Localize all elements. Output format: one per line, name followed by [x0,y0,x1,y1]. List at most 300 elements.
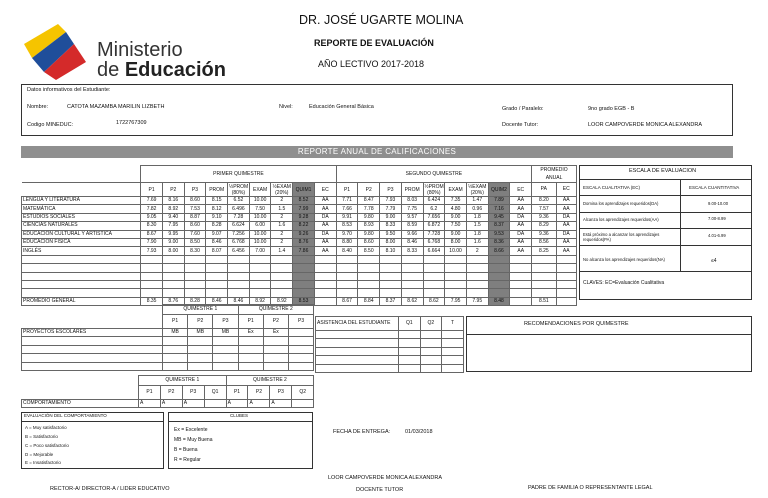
grade-cell: 8.10 [380,247,402,255]
empty-cell [423,280,445,288]
empty-cell [293,272,315,280]
average-cell: 8.62 [423,297,445,305]
grade-cell: 8.46 [206,238,228,246]
scale-col1: ESCALA CUALITATIVA (EC) [583,185,641,190]
empty-cell [206,264,228,272]
grade-cell: 9.50 [380,230,402,238]
signature-tutor-role: DOCENTE TUTOR [356,487,404,493]
grade-cell: 8.33 [380,222,402,230]
scale-row-aa: Alcanza los aprendizajes requeridos(AA) [583,217,659,222]
scale-row-aa-range: 7.00-8.99 [708,216,726,221]
average-cell: 8.92 [271,297,293,305]
behavior-eval-item: C = Poco satisfactorio [25,443,69,448]
subject-name: MATEMÁTICA [22,205,141,213]
behavior-value [292,400,314,408]
grade-cell: 7.256 [228,230,250,238]
average-label: PROMEDIO GENERAL [22,297,141,305]
empty-cell [532,264,556,272]
empty-cell [184,255,206,263]
grade-cell: 7.86 [293,247,315,255]
empty-cell [336,280,358,288]
grade-cell: 9.80 [358,230,380,238]
grade-cell: 8.66 [488,247,510,255]
average-cell: 7.95 [466,297,488,305]
student-name: CATOTA MAZAMBA MARILIN LIZBETH [67,104,165,110]
average-cell: 8.37 [380,297,402,305]
grade-cell: 8.00 [445,238,467,246]
empty-cell [532,280,556,288]
average-cell: 8.46 [206,297,228,305]
grade-cell: 9.53 [488,230,510,238]
report-title: REPORTE DE EVALUACIÓN [314,38,434,48]
behavior-col: Q2 [292,386,314,400]
projects-table [21,304,314,371]
behavior-col: Q1 [204,386,226,400]
empty-cell [228,272,250,280]
grade-cell: 8.29 [532,222,556,230]
empty-cell [184,289,206,297]
empty-cell [488,264,510,272]
grade-cell: AA [314,197,336,205]
grade-col-header: ½PROM (80%) [424,183,444,196]
grade-cell: 6.624 [228,222,250,230]
projects-label: PROYECTOS ESCOLARES [22,329,163,337]
grade-cell: 8.36 [488,238,510,246]
empty-cell [314,289,336,297]
grade-cell: 2 [271,213,293,221]
grade-cell: 8.15 [206,197,228,205]
grade-cell: 7.53 [184,205,206,213]
code-label: Codigo MINEDUC: [27,122,74,128]
grade-cell: 8.53 [336,222,358,230]
grade-cell: 7.728 [423,230,445,238]
grade-cell: AA [556,222,576,230]
projects-col: P3 [288,315,313,329]
grade-cell: 10.00 [249,197,271,205]
empty-cell [556,264,576,272]
empty-cell [141,280,163,288]
grade-cell: 7.93 [141,247,163,255]
grade-cell: 2 [271,230,293,238]
grade-cell: 7.89 [488,197,510,205]
grade-cell: 1.8 [466,230,488,238]
grade-cell: 9.28 [293,213,315,221]
empty-cell [22,272,141,280]
behavior-col: P1 [139,386,161,400]
empty-cell [206,280,228,288]
average-cell: 8.46 [228,297,250,305]
grade-cell: 8.37 [488,222,510,230]
empty-cell [336,272,358,280]
grade-col-header: P2 [358,183,380,197]
behavior-value: A [182,400,204,408]
attendance-col: Q1 [399,317,421,331]
empty-cell [488,272,510,280]
scale-row-na: No alcanza los aprendizajes requeridos(NA) [583,257,665,262]
empty-cell [510,255,532,263]
grade-cell: 2 [466,247,488,255]
empty-cell [162,255,184,263]
behavior-eval-item: B = Satisfactorio [25,434,58,439]
empty-cell [466,264,488,272]
grade-cell: 8.67 [141,230,163,238]
grade-cell: 6.496 [228,205,250,213]
empty-cell [380,272,402,280]
behavior-col: P2 [248,386,270,400]
grade-col-header: EXAM [445,183,467,197]
grade-cell: 2 [271,238,293,246]
empty-cell [380,255,402,263]
delivery-label: FECHA DE ENTREGA: [333,429,391,435]
grade-col-header: QUIM1 [293,183,315,197]
name-label: Nombre: [27,104,49,110]
empty-cell [358,289,380,297]
empty-cell [488,289,510,297]
projects-q2: QUIMESTRE 2 [238,305,314,315]
empty-cell [466,255,488,263]
grade-cell: 7.50 [445,222,467,230]
grade-cell: 7.90 [141,238,163,246]
grade-cell: 7.35 [445,197,467,205]
signature-parent: PADRE DE FAMILIA O REPRESENTANTE LEGAL [528,485,653,491]
grade-cell: 1.5 [271,205,293,213]
grade-cell: 8.33 [401,247,423,255]
grade-cell: 9.95 [162,230,184,238]
empty-cell [141,255,163,263]
subject-name: CIENCIAS NATURALES [22,222,141,230]
empty-cell [445,272,467,280]
grades-table [21,165,577,306]
subject-name: ESTUDIOS SOCIALES [22,213,141,221]
grade-cell: 1.8 [466,213,488,221]
grade-col-header: PA [532,183,556,197]
empty-cell [466,280,488,288]
student-code: 1722767309 [116,120,147,126]
behavior-value: A [160,400,182,408]
grade-cell: 7.57 [532,205,556,213]
behavior-col: P3 [270,386,292,400]
scale-row-da-range: 9.00-10.00 [708,201,729,206]
empty-cell [445,280,467,288]
behavior-eval-item: A = Muy satisfactorio [25,425,67,430]
grade-cell: 7.79 [380,205,402,213]
second-quimestre-header: SEGUNDO QUIMESTRE [336,166,531,183]
grade-cell: 9.05 [141,213,163,221]
empty-cell [228,280,250,288]
grade-cell: AA [556,247,576,255]
empty-cell [293,255,315,263]
logo-ministerio: Ministerio [97,39,183,61]
empty-cell [271,289,293,297]
grade-cell: 9.70 [336,230,358,238]
project-value: MB [213,329,238,337]
average-cell: 8.62 [401,297,423,305]
behavior-q2: QUIMESTRE 2 [226,376,314,386]
grade-cell: 8.60 [184,222,206,230]
grade-cell: 7.71 [336,197,358,205]
grade-col-header: PROM [206,183,228,197]
empty-cell [206,272,228,280]
empty-cell [401,255,423,263]
empty-cell [22,264,141,272]
empty-cell [556,289,576,297]
grade-col-header: PROM [401,183,423,197]
empty-cell [532,289,556,297]
behavior-eval-title: EVALUACIÓN DEL COMPORTAMIENTO [24,413,107,418]
empty-row [22,289,577,297]
grade-cell: 7.28 [228,213,250,221]
empty-cell [271,272,293,280]
empty-cell [228,255,250,263]
scale-row-da: Domina los aprendizajes requeridos(DA) [583,201,659,206]
grade-cell: 8.00 [162,247,184,255]
club-item: R = Regular [174,457,201,463]
scale-title: ESCALA DE EVALUACION [629,168,697,174]
empty-cell [271,264,293,272]
projects-col: P3 [213,315,238,329]
empty-cell [510,289,532,297]
empty-cell [293,280,315,288]
grade-col-header: EC [314,183,336,197]
grade-cell: 8.47 [358,197,380,205]
empty-cell [228,264,250,272]
grade-col-header: QUIM2 [488,183,510,197]
grade-cell: AA [314,247,336,255]
empty-row [22,272,577,280]
subject-row [22,205,577,213]
tutor-name: LOOR CAMPOVERDE MONICA ALEXANDRA [588,122,702,128]
empty-cell [401,272,423,280]
empty-cell [445,264,467,272]
average-cell: 8.67 [336,297,358,305]
grade-cell: 7.656 [423,213,445,221]
grade-cell: 8.80 [336,238,358,246]
grade-cell: 6.2 [423,205,445,213]
projects-col: P2 [263,315,288,329]
average-cell: 8.76 [162,297,184,305]
empty-cell [466,289,488,297]
empty-cell [423,272,445,280]
grade-cell: 10.00 [249,230,271,238]
behavior-eval-item: D = Mejorable [25,452,54,457]
empty-cell [22,289,141,297]
grade-cell: 7.50 [249,205,271,213]
behavior-col: P3 [182,386,204,400]
first-quimestre-header: PRIMER QUIMESTRE [141,166,336,183]
scale-note: CLAVES: EC=Evaluación Cualitativa [583,280,665,286]
behavior-label: COMPORTAMIENTO [22,400,139,408]
grade-cell: 8.12 [206,205,228,213]
grade-col-header: EXAM [249,183,271,197]
grade-cell: 7.82 [141,205,163,213]
grade-cell: 1.5 [466,222,488,230]
scale-row-pa: Está próximo a alcanzar los aprendizajes requeridos(PA) [583,232,660,242]
grade-cell: 9.36 [532,213,556,221]
attendance-table [315,316,464,373]
grade-cell: 9.80 [358,213,380,221]
empty-cell [510,280,532,288]
club-item: MB = Muy Buena [174,437,213,443]
empty-cell [401,264,423,272]
average-cell: 8.51 [532,297,556,305]
empty-row [22,255,577,263]
empty-cell [271,255,293,263]
subject-name: EDUCACIÓN CULTURAL Y ARTÍSTICA [22,230,141,238]
empty-cell [314,280,336,288]
grade-cell: 9.00 [445,230,467,238]
grade-label: Grado / Paralelo: [502,106,544,112]
average-cell [314,297,336,305]
grade-cell: 8.30 [141,222,163,230]
empty-cell [249,272,271,280]
grade-cell: 9.00 [445,213,467,221]
project-value [288,329,313,337]
signature-rector: RECTOR-A/ DIRECTOR-A / LIDER EDUCATIVO [50,486,170,492]
empty-cell [162,264,184,272]
grade-cell: AA [510,238,532,246]
grade-col-header: EC [556,183,576,197]
grade-cell: AA [510,205,532,213]
project-value: Ex [238,329,263,337]
grade-cell: 7.16 [488,205,510,213]
empty-cell [532,255,556,263]
empty-cell [314,272,336,280]
empty-cell [401,280,423,288]
grade-cell: 8.16 [162,197,184,205]
grade-cell: 6.424 [423,197,445,205]
grade-cell: 8.50 [184,238,206,246]
grade-cell: AA [510,222,532,230]
grade-cell: 7.00 [249,247,271,255]
empty-cell [380,264,402,272]
behavior-q1: QUIMESTRE 1 [139,376,227,386]
grade-col-header: EC [510,183,532,197]
empty-cell [380,289,402,297]
report-year: AÑO LECTIVO 2017-2018 [318,59,425,69]
average-cell: 8.92 [249,297,271,305]
grade-cell: AA [510,247,532,255]
annual-grades-banner: REPORTE ANUAL DE CALIFICACIONES [21,146,733,158]
projects-col: P2 [188,315,213,329]
empty-cell [22,255,141,263]
subject-row [22,222,577,230]
empty-cell [532,272,556,280]
empty-cell [401,289,423,297]
grade-cell: 10.00 [445,247,467,255]
grade-cell: 7.78 [358,205,380,213]
grade-cell: 9.91 [336,213,358,221]
projects-col: P1 [163,315,188,329]
behavior-col: P1 [226,386,248,400]
empty-cell [510,272,532,280]
recommendations-title: RECOMENDACIONES POR QUIMESTRE [524,321,629,327]
subject-name: EDUCACIÓN FÍSICA [22,238,141,246]
projects-q1: QUIMESTRE 1 [163,305,239,315]
attendance-label: ASISTENCIA DEL ESTUDIANTE [316,317,399,331]
ecuador-flag-logo [20,18,90,88]
grade-cell: 8.40 [336,247,358,255]
empty-cell [184,272,206,280]
behavior-eval-item: E = Insatisfactorio [25,460,61,465]
empty-cell [184,264,206,272]
average-cell: 7.95 [445,297,467,305]
grade-cell: 8.92 [162,205,184,213]
grade-cell: 9.36 [532,230,556,238]
behavior-value: A [270,400,292,408]
school-name: DR. JOSÉ UGARTE MOLINA [299,13,464,27]
grade-cell: 9.00 [380,213,402,221]
grade-cell: 8.76 [293,238,315,246]
grade-cell: 1.6 [271,222,293,230]
grade-cell: 7.60 [184,230,206,238]
empty-cell [358,255,380,263]
grade-cell: 7.75 [401,205,423,213]
student-level: Educación General Básica [309,104,374,110]
empty-row [22,280,577,288]
grade-cell: 9.10 [206,213,228,221]
behavior-value: A [226,400,248,408]
grade-cell: 7.99 [293,205,315,213]
grade-cell: 6.456 [228,247,250,255]
grade-cell: 9.45 [488,213,510,221]
empty-cell [293,289,315,297]
empty-cell [466,272,488,280]
subject-row [22,238,577,246]
empty-cell [141,264,163,272]
grade-col-header: P1 [336,183,358,197]
empty-cell [358,272,380,280]
average-cell: 8.48 [488,297,510,305]
grade-cell: DA [510,213,532,221]
empty-cell [249,280,271,288]
average-cell: 8.84 [358,297,380,305]
empty-cell [445,289,467,297]
empty-cell [249,289,271,297]
level-label: Nivel: [279,104,293,110]
empty-cell [249,264,271,272]
empty-cell [336,289,358,297]
grade-cell: 9.57 [401,213,423,221]
logo-educacion: de Educación [97,59,226,81]
grade-cell: 9.40 [162,213,184,221]
average-cell: 8.53 [293,297,315,305]
empty-cell [445,255,467,263]
empty-cell [206,289,228,297]
grade-cell: DA [314,213,336,221]
attendance-col: T [442,317,464,331]
scale-row-na-range: ≤4 [711,258,717,264]
project-value: MB [163,329,188,337]
grade-cell: 1.47 [466,197,488,205]
empty-cell [358,280,380,288]
empty-cell [423,255,445,263]
empty-cell [556,255,576,263]
subject-name: LENGUA Y LITERATURA [22,197,141,205]
grade-cell: 1.4 [271,247,293,255]
project-value: Ex [263,329,288,337]
grade-cell: 1.6 [466,238,488,246]
empty-cell [228,289,250,297]
grade-cell: 7.93 [380,197,402,205]
empty-cell [358,264,380,272]
grade-cell: 8.60 [184,197,206,205]
projects-col: P1 [238,315,263,329]
empty-cell [293,264,315,272]
subject-name: INGLÉS [22,247,141,255]
grade-cell: AA [556,238,576,246]
empty-cell [206,255,228,263]
empty-cell [22,280,141,288]
